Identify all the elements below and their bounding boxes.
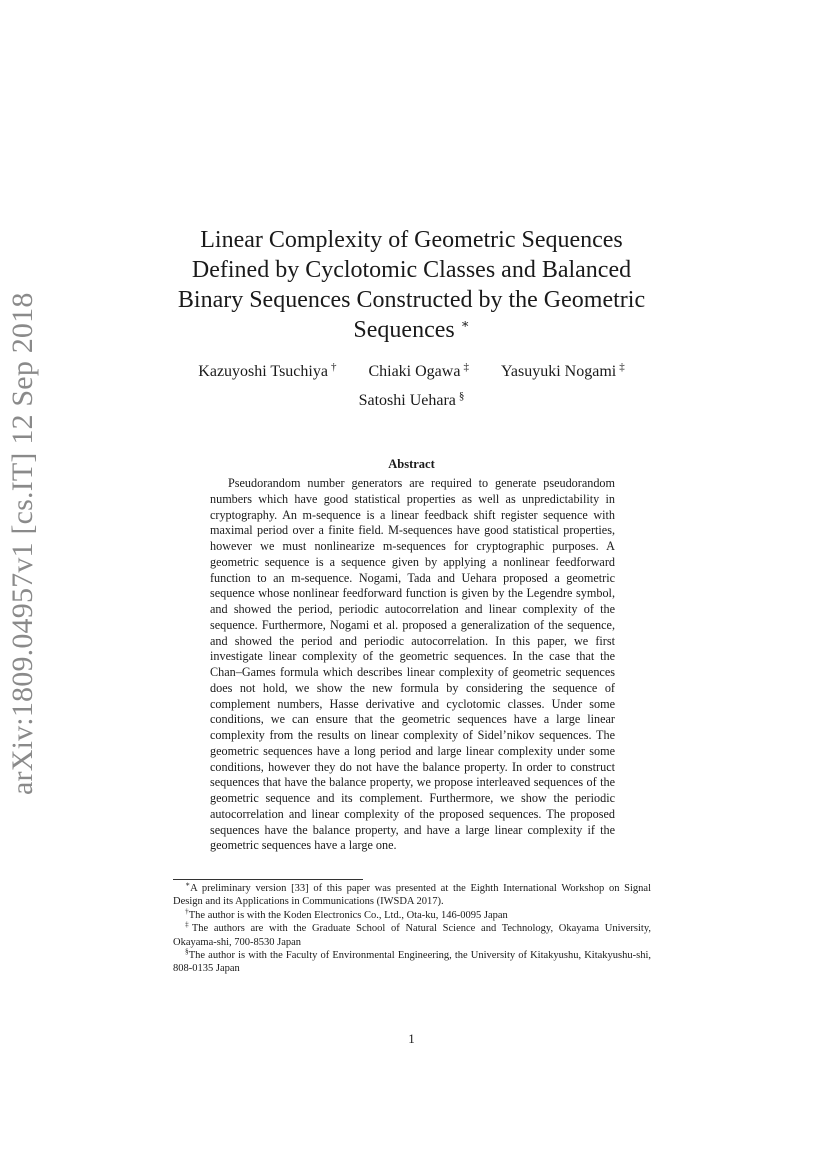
footnote-separator — [173, 879, 363, 880]
footnote-preliminary-version — [173, 879, 651, 909]
author-tsuchiya — [198, 360, 337, 381]
author-list — [160, 360, 663, 381]
footnote-affiliation-okayama — [173, 919, 652, 949]
footnote-mark: § — [185, 946, 189, 956]
author-list-second-row — [160, 389, 663, 410]
author-name: Yasuyuki Nogami — [500, 363, 617, 380]
footnote-text: The authors are with the Graduate School of Natural Science and Technology, Okayama University, Okayama-shi, 700-8530 Japan — [173, 923, 652, 948]
footnote-text: The author is with the Koden Electronics Co., Ltd., Ota-ku, 146-0095 Japan — [188, 909, 508, 921]
footnote-text: The author is with the Faculty of Environmental Engineering, the University of Kitakyushu, Kitakyushu-shi, 808-0135 Japan — [173, 950, 651, 975]
footnotes — [173, 879, 652, 976]
page-number: 1 — [408, 1031, 415, 1046]
abstract-heading: Abstract — [388, 457, 435, 471]
title-line-4 — [160, 315, 663, 345]
author-affiliation-mark: † — [330, 360, 337, 373]
title-footnote-mark: ∗ — [460, 316, 470, 331]
author-name: Kazuyoshi Tsuchiya — [198, 363, 328, 380]
abstract-body: Pseudorandom number generators are required to generate pseudorandom numbers which have good statistical properties as well as unpredictability in cryptography. An m-sequence is a linear feedback shift register sequence with maximal period over a finite field. M-sequences have good statistical properties, however we must nonlinearize m-sequences for cryptographic purposes. A geometric sequence is a sequence given by applying a nonlinear feedforward function to an m-sequence. Nogami, Tada and Uehara proposed a geometric sequence whose nonlinear feedforward function is given by the Legendre symbol, and showed the period, periodic autocorrelation and linear complexity of the sequence. Furthermore, Nogami et al. proposed a generalization of the sequence, and showed the period and periodic autocorrelation. In this paper, we first investigate linear complexity of the geometric sequences. In the case that the Chan–Games formula which describes linear complexity of geometric sequences does not hold, we show the new formula by considering the sequence of complement numbers, Hasse derivative and cyclotomic classes. Under some conditions, we can ensure that the geometric sequences have a large linear complexity from the results on linear complexity of Sidel’nikov sequences. The geometric sequences have a long period and large linear complexity under some conditions, however they do not have the balance property. In order to construct sequences that have the balance property, we propose interleaved sequences of the geometric sequence and its complement. Furthermore, we show the periodic autocorrelation and linear complexity of the proposed sequences. The proposed sequences have the balance property, and have a large linear complexity if the geometric sequences have a large one. — [210, 476, 615, 853]
title-line-2: Defined by Cyclotomic Classes and Balanced — [191, 257, 632, 283]
author-affiliation-mark: § — [458, 389, 465, 402]
footnote-mark: ∗ — [185, 879, 191, 889]
arxiv-identifier-stamp: arXiv:1809.04957v1 [cs.IT] 12 Sep 2018 — [6, 292, 39, 795]
footnote-mark: † — [185, 906, 189, 916]
author-ogawa — [368, 360, 469, 381]
title-line-4-text: Sequences — [353, 317, 455, 343]
title-line-3: Binary Sequences Constructed by the Geometric — [177, 287, 646, 313]
paper-title — [160, 225, 663, 345]
footnote-affiliation-tsuchiya — [173, 906, 651, 922]
author-name: Satoshi Uehara — [358, 392, 456, 409]
author-name: Chiaki Ogawa — [368, 363, 461, 380]
author-affiliation-mark: ‡ — [463, 360, 469, 373]
footnote-affiliation-kitakyushu — [173, 946, 651, 976]
footnote-text: A preliminary version [33] of this paper was presented at the Eighth International Workshop on Signal Design and its Applications in Communications (IWSDA 2017). — [173, 883, 651, 908]
footnote-mark: ‡ — [185, 919, 192, 929]
title-line-1: Linear Complexity of Geometric Sequences — [200, 227, 623, 253]
author-uehara — [358, 389, 465, 410]
author-affiliation-mark: ‡ — [619, 360, 625, 373]
author-nogami — [500, 360, 625, 381]
